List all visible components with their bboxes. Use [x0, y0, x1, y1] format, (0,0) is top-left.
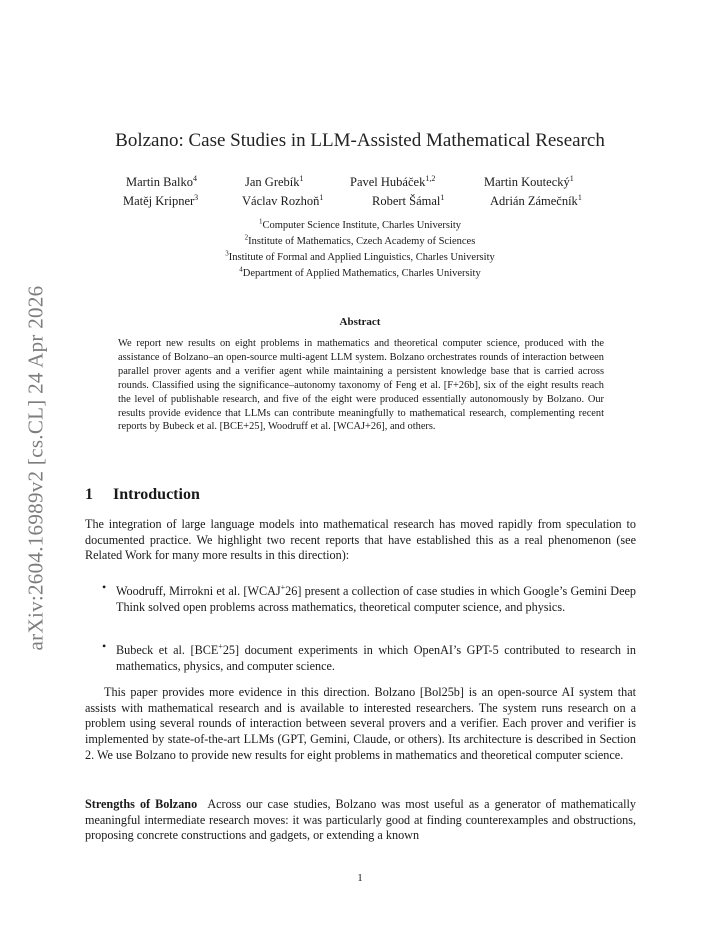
page-number: 1: [357, 872, 363, 884]
strengths-text: Across our case studies, Bolzano was most useful as a generator of mathematically meaningful intermediate research moves: it was particularly good at finding counterexamples and obstructions, proposing concrete constructions and gadgets, or extending a known: [85, 797, 637, 843]
author-8: Adrián Zámečník$^1$: [490, 192, 582, 208]
arxiv-stamp-text: arXiv:2604.16989v2 [cs.CL] 24 Apr 2026: [23, 285, 48, 651]
bullet-marker: •: [102, 639, 107, 653]
strengths-paragraph: [85, 797, 636, 844]
strengths-heading: Strengths of Bolzano: [85, 797, 198, 811]
bullet-item-bubeck: Bubeck et al. [BCE+25] document experiments in which OpenAI’s GPT-5 contributed to research in mathematics, physics, and computer science.: [116, 642, 636, 673]
section-title: Introduction: [113, 486, 200, 503]
author-3: Pavel Hubáček$^{1,2}$: [350, 173, 436, 189]
author-2: Jan Grebík$^1$: [245, 173, 304, 189]
intro-paragraph: The integration of large language models into mathematical research has moved rapidly from speculation to documented practice. We highlight two recent reports that have established this as a real phenomenon (see Related Work for many more results in this direction):: [85, 517, 636, 563]
author-1: Martin Balko$^4$: [126, 173, 198, 189]
bullet-marker: •: [102, 580, 107, 594]
affiliation-3: $^3$Institute of Formal and Applied Linguistics, Charles University: [225, 249, 495, 263]
section-number: 1: [85, 486, 93, 503]
affiliation-4: $^4$Department of Applied Mathematics, Charles University: [239, 265, 481, 279]
section-heading: [85, 486, 200, 504]
abstract-body: We report new results on eight problems in mathematics and theoretical computer science, produced with the assistance of Bolzano–an open-source multi-agent LLM system. Bolzano orchestrates rounds of interaction between parallel prover agents and a verifier agent while maintaining a persistent knowledge base that is carried across rounds. Classified using the significance–autonomy taxonomy of Feng et al. [F+26b], six of the eight results reach the level of publishable research, and five of the eight were produced essentially autonomously by Bolzano. Our results provide evidence that LLMs can contribute meaningfully to mathematical research, complementing recent reports by Bubeck et al. [BCE+25], Woodruff et al. [WCAJ+26], and others.: [118, 338, 604, 433]
abstract-heading: Abstract: [339, 316, 381, 328]
affiliation-2: $^2$Institute of Mathematics, Czech Academy of Sciences: [244, 233, 476, 247]
affiliation-1: $^1$Computer Science Institute, Charles University: [258, 217, 462, 231]
body-paragraph: This paper provides more evidence in this direction. Bolzano [Bol25b] is an open-source AI system that assists with mathematical research and is available to interested researchers. The system runs research on a problem using several rounds of interaction between several provers and a verifier. Each prover and verifier is implemented by state-of-the-art LLMs (GPT, Gemini, Claude, or others). Its architecture is described in Section 2. We use Bolzano to provide new results for eight problems in mathematics and theoretical computer science.: [85, 685, 636, 762]
author-7: Robert Šámal$^1$: [372, 192, 445, 208]
paper-title: Bolzano: Case Studies in LLM-Assisted Mathematical Research: [115, 130, 605, 151]
bullet-item-woodruff: Woodruff, Mirrokni et al. [WCAJ+26] present a collection of case studies in which Google’s Gemini Deep Think solved open problems across mathematics, theoretical computer science, and physics.: [116, 583, 636, 614]
author-4: Martin Koutecký$^1$: [484, 173, 574, 189]
author-6: Václav Rozhoň$^1$: [242, 192, 324, 208]
author-5: Matěj Kripner$^3$: [123, 192, 199, 208]
